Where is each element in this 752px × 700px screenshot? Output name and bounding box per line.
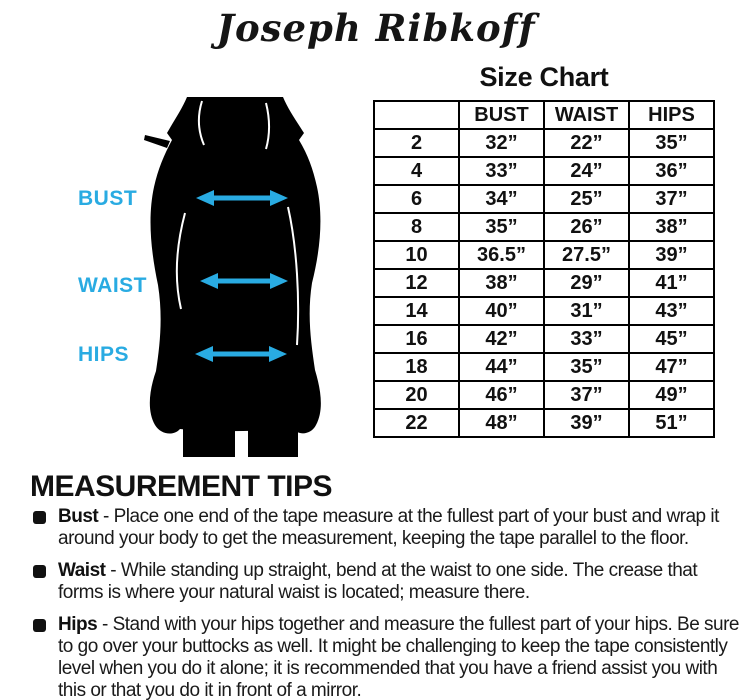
cell-size: 6 bbox=[374, 185, 459, 213]
cell-waist: 27.5” bbox=[544, 241, 629, 269]
cell-size: 20 bbox=[374, 381, 459, 409]
table-row bbox=[374, 353, 714, 381]
table-row bbox=[374, 325, 714, 353]
cell-bust: 32” bbox=[459, 129, 544, 157]
cell-size: 14 bbox=[374, 297, 459, 325]
table-row bbox=[374, 129, 714, 157]
bust-label: BUST bbox=[78, 187, 138, 210]
cell-hips: 49” bbox=[629, 381, 714, 409]
table-row bbox=[374, 409, 714, 437]
cell-size: 22 bbox=[374, 409, 459, 437]
cell-hips: 45” bbox=[629, 325, 714, 353]
col-header-size bbox=[374, 101, 459, 129]
col-header-hips: HIPS bbox=[629, 101, 714, 129]
tip-text bbox=[58, 614, 740, 700]
cell-size: 2 bbox=[374, 129, 459, 157]
cell-bust: 33” bbox=[459, 157, 544, 185]
tip-body: - While standing up straight, bend at the waist to one side. The crease that forms is where your natural waist is located; measure there. bbox=[58, 560, 698, 603]
cell-hips: 37” bbox=[629, 185, 714, 213]
cell-waist: 29” bbox=[544, 269, 629, 297]
tip-item bbox=[32, 506, 740, 550]
bullet-square-icon bbox=[33, 511, 46, 524]
tip-term: Bust bbox=[58, 506, 99, 527]
cell-waist: 37” bbox=[544, 381, 629, 409]
cell-waist: 39” bbox=[544, 409, 629, 437]
cell-size: 4 bbox=[374, 157, 459, 185]
brand-logo: Joseph Ribkoff bbox=[216, 6, 536, 50]
cell-hips: 36” bbox=[629, 157, 714, 185]
size-table-body bbox=[374, 129, 714, 437]
cell-hips: 38” bbox=[629, 213, 714, 241]
female-silhouette bbox=[144, 97, 321, 457]
table-row bbox=[374, 381, 714, 409]
cell-bust: 38” bbox=[459, 269, 544, 297]
cell-waist: 25” bbox=[544, 185, 629, 213]
cell-bust: 34” bbox=[459, 185, 544, 213]
bullet-square-icon bbox=[33, 565, 46, 578]
cell-hips: 41” bbox=[629, 269, 714, 297]
cell-size: 12 bbox=[374, 269, 459, 297]
tip-term: Waist bbox=[58, 560, 106, 581]
table-row bbox=[374, 297, 714, 325]
cell-hips: 47” bbox=[629, 353, 714, 381]
tip-body: - Place one end of the tape measure at the fullest part of your bust and wrap it around your body to get the measurement, keeping the tape parallel to the floor. bbox=[58, 506, 719, 549]
table-row bbox=[374, 269, 714, 297]
right-leg bbox=[248, 426, 298, 457]
cell-waist: 22” bbox=[544, 129, 629, 157]
hair-wisp bbox=[144, 135, 170, 148]
bullet-square-icon bbox=[33, 619, 46, 632]
cell-waist: 31” bbox=[544, 297, 629, 325]
cell-bust: 46” bbox=[459, 381, 544, 409]
table-row bbox=[374, 185, 714, 213]
tip-text bbox=[58, 560, 740, 604]
cell-hips: 39” bbox=[629, 241, 714, 269]
waist-label: WAIST bbox=[78, 274, 147, 297]
cell-size: 8 bbox=[374, 213, 459, 241]
tip-body: - Stand with your hips together and measure the fullest part of your hips. Be sure to go over your buttocks as well. It might be challenging to keep the tape consistently level when you do it alone; it is recommended that you have a friend assist you with this or that you do it in front of a mirror. bbox=[58, 614, 740, 700]
cell-waist: 24” bbox=[544, 157, 629, 185]
size-chart-title: Size Chart bbox=[479, 62, 609, 92]
table-row bbox=[374, 213, 714, 241]
cell-bust: 40” bbox=[459, 297, 544, 325]
tip-text bbox=[58, 506, 740, 550]
size-chart-table bbox=[373, 100, 715, 438]
col-header-waist: WAIST bbox=[544, 101, 629, 129]
tip-item bbox=[32, 560, 740, 604]
col-header-bust: BUST bbox=[459, 101, 544, 129]
cell-size: 18 bbox=[374, 353, 459, 381]
cell-waist: 26” bbox=[544, 213, 629, 241]
cell-bust: 42” bbox=[459, 325, 544, 353]
tip-item bbox=[32, 614, 740, 700]
cell-bust: 44” bbox=[459, 353, 544, 381]
left-leg bbox=[183, 426, 235, 457]
body-silhouette-figure bbox=[140, 95, 330, 460]
hips-label: HIPS bbox=[78, 343, 130, 366]
cell-size: 16 bbox=[374, 325, 459, 353]
tip-term: Hips bbox=[58, 614, 98, 635]
cell-waist: 35” bbox=[544, 353, 629, 381]
measurement-tips-heading: MEASUREMENT TIPS bbox=[30, 470, 333, 503]
cell-bust: 35” bbox=[459, 213, 544, 241]
cell-size: 10 bbox=[374, 241, 459, 269]
tips-list bbox=[32, 506, 740, 700]
cell-hips: 51” bbox=[629, 409, 714, 437]
cell-bust: 48” bbox=[459, 409, 544, 437]
cell-waist: 33” bbox=[544, 325, 629, 353]
table-row bbox=[374, 241, 714, 269]
cell-hips: 43” bbox=[629, 297, 714, 325]
cell-hips: 35” bbox=[629, 129, 714, 157]
header-row bbox=[374, 101, 714, 129]
cell-bust: 36.5” bbox=[459, 241, 544, 269]
table-row bbox=[374, 157, 714, 185]
